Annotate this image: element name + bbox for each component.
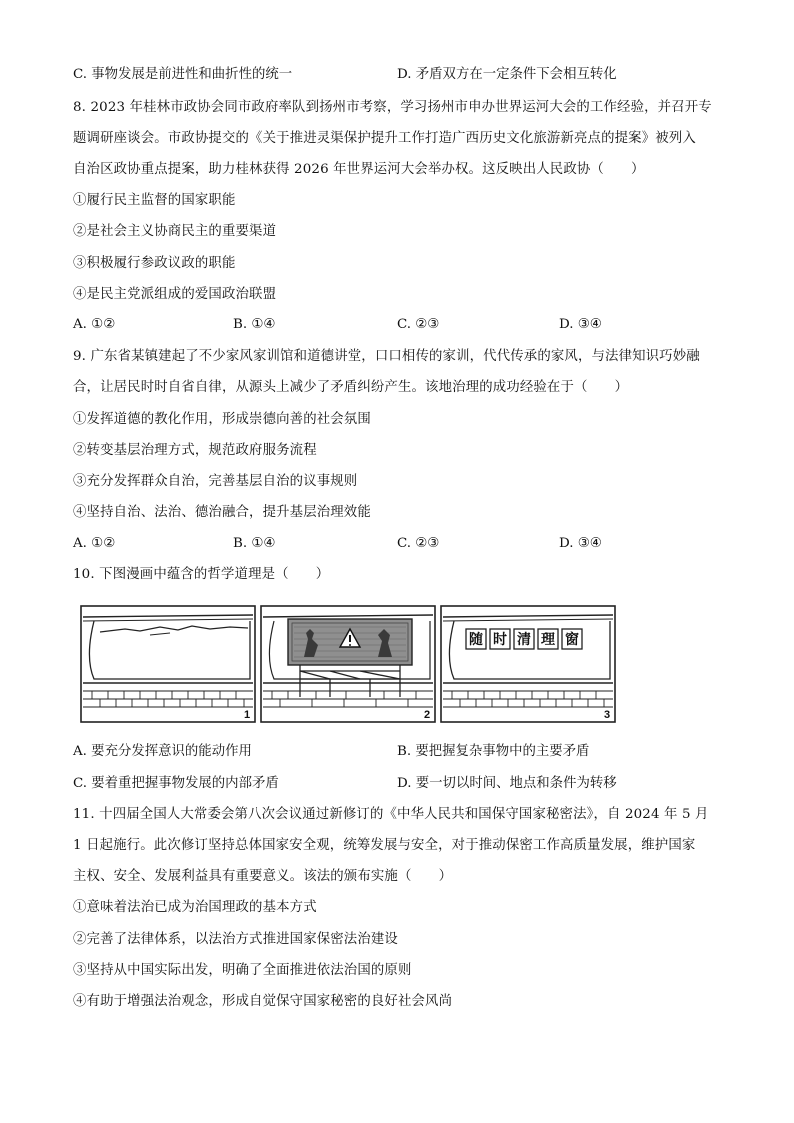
comic-panel-1 — [80, 605, 256, 723]
panel-3-number: 3 — [604, 709, 611, 721]
q11-item-1: ①意味着法治已成为治国理政的基本方式 — [73, 900, 317, 915]
q9-choice-c: C. ②③ — [397, 536, 440, 551]
q8-stem-line-1: 8. 2023 年桂林市政协会同市政府率队到扬州市考察，学习扬州市申办世界运河大会的工作经验，并召开专 — [73, 100, 712, 115]
q10-option-a: A. 要充分发挥意识的能动作用 — [73, 744, 252, 759]
q8-item-2: ②是社会主义协商民主的重要渠道 — [73, 224, 277, 239]
q9-item-4: ④坚持自治、法治、德治融合，提升基层治理效能 — [73, 505, 371, 520]
q7-option-c: C. 事物发展是前进性和曲折性的统一 — [73, 67, 293, 82]
q8-choice-d: D. ③④ — [559, 317, 602, 332]
q10-stem: 10. 下图漫画中蕴含的哲学道理是（ ） — [73, 567, 330, 582]
q10-option-c: C. 要着重把握事物发展的内部矛盾 — [73, 776, 279, 791]
q8-stem-line-3: 自治区政协重点提案，助力桂林获得 2026 年世界运河大会举办权。这反映出人民政协（ ） — [73, 162, 645, 177]
slogan-char-3: 清 — [517, 632, 531, 648]
q9-stem-line-2: 合，让居民时时自省自律，从源头上减少了矛盾纠纷产生。该地治理的成功经验在于（ ） — [73, 380, 629, 395]
q9-choice-d: D. ③④ — [559, 536, 602, 551]
q7-option-d: D. 矛盾双方在一定条件下会相互转化 — [397, 67, 617, 82]
q8-item-3: ③积极履行参政议政的职能 — [73, 256, 236, 271]
panel-1-number: 1 — [244, 709, 251, 721]
slogan-char-5: 窗 — [565, 632, 579, 648]
q11-item-2: ②完善了法律体系，以法治方式推进国家保密法治建设 — [73, 932, 398, 947]
slogan-char-2: 时 — [493, 632, 507, 648]
q9-item-3: ③充分发挥群众自治，完善基层自治的议事规则 — [73, 474, 358, 489]
q8-choice-a: A. ①② — [73, 317, 116, 332]
comic-panel-2 — [260, 605, 436, 723]
q11-item-3: ③坚持从中国实际出发，明确了全面推进依法治国的原则 — [73, 963, 412, 978]
slogan-char-4: 理 — [541, 632, 555, 648]
q9-choice-b: B. ①④ — [233, 536, 276, 551]
comic-panel-3 — [440, 605, 616, 723]
q10-option-b: B. 要把握复杂事物中的主要矛盾 — [397, 744, 590, 759]
q11-item-4: ④有助于增强法治观念，形成自觉保守国家秘密的良好社会风尚 — [73, 994, 453, 1009]
q9-stem-line-1: 9. 广东省某镇建起了不少家风家训馆和道德讲堂，口口相传的家训，代代传承的家风，与法律知识巧妙融 — [73, 349, 700, 364]
q9-item-1: ①发挥道德的教化作用，形成崇德向善的社会氛围 — [73, 412, 371, 427]
q9-item-2: ②转变基层治理方式，规范政府服务流程 — [73, 443, 317, 458]
q11-stem-line-3: 主权、安全、发展利益具有重要意义。该法的颁布实施（ ） — [73, 869, 453, 884]
q8-choice-c: C. ②③ — [397, 317, 440, 332]
panel-2-number: 2 — [424, 709, 431, 721]
q8-item-1: ①履行民主监督的国家职能 — [73, 193, 236, 208]
slogan-char-1: 随 — [469, 632, 483, 648]
q9-choice-a: A. ①② — [73, 536, 116, 551]
q11-stem-line-1: 11. 十四届全国人大常委会第八次会议通过新修订的《中华人民共和国保守国家秘密法》，自 2024 年 5 月 — [73, 807, 709, 822]
q8-stem-line-2: 题调研座谈会。市政协提交的《关于推进灵渠保护提升工作打造广西历史文化旅游新亮点的提案》被列入 — [73, 131, 696, 146]
q10-option-d: D. 要一切以时间、地点和条件为转移 — [397, 776, 617, 791]
q8-item-4: ④是民主党派组成的爱国政治联盟 — [73, 287, 277, 302]
q8-choice-b: B. ①④ — [233, 317, 276, 332]
q11-stem-line-2: 1 日起施行。此次修订坚持总体国家安全观，统筹发展与安全，对于推动保密工作高质量发展，维护国家 — [73, 838, 696, 853]
